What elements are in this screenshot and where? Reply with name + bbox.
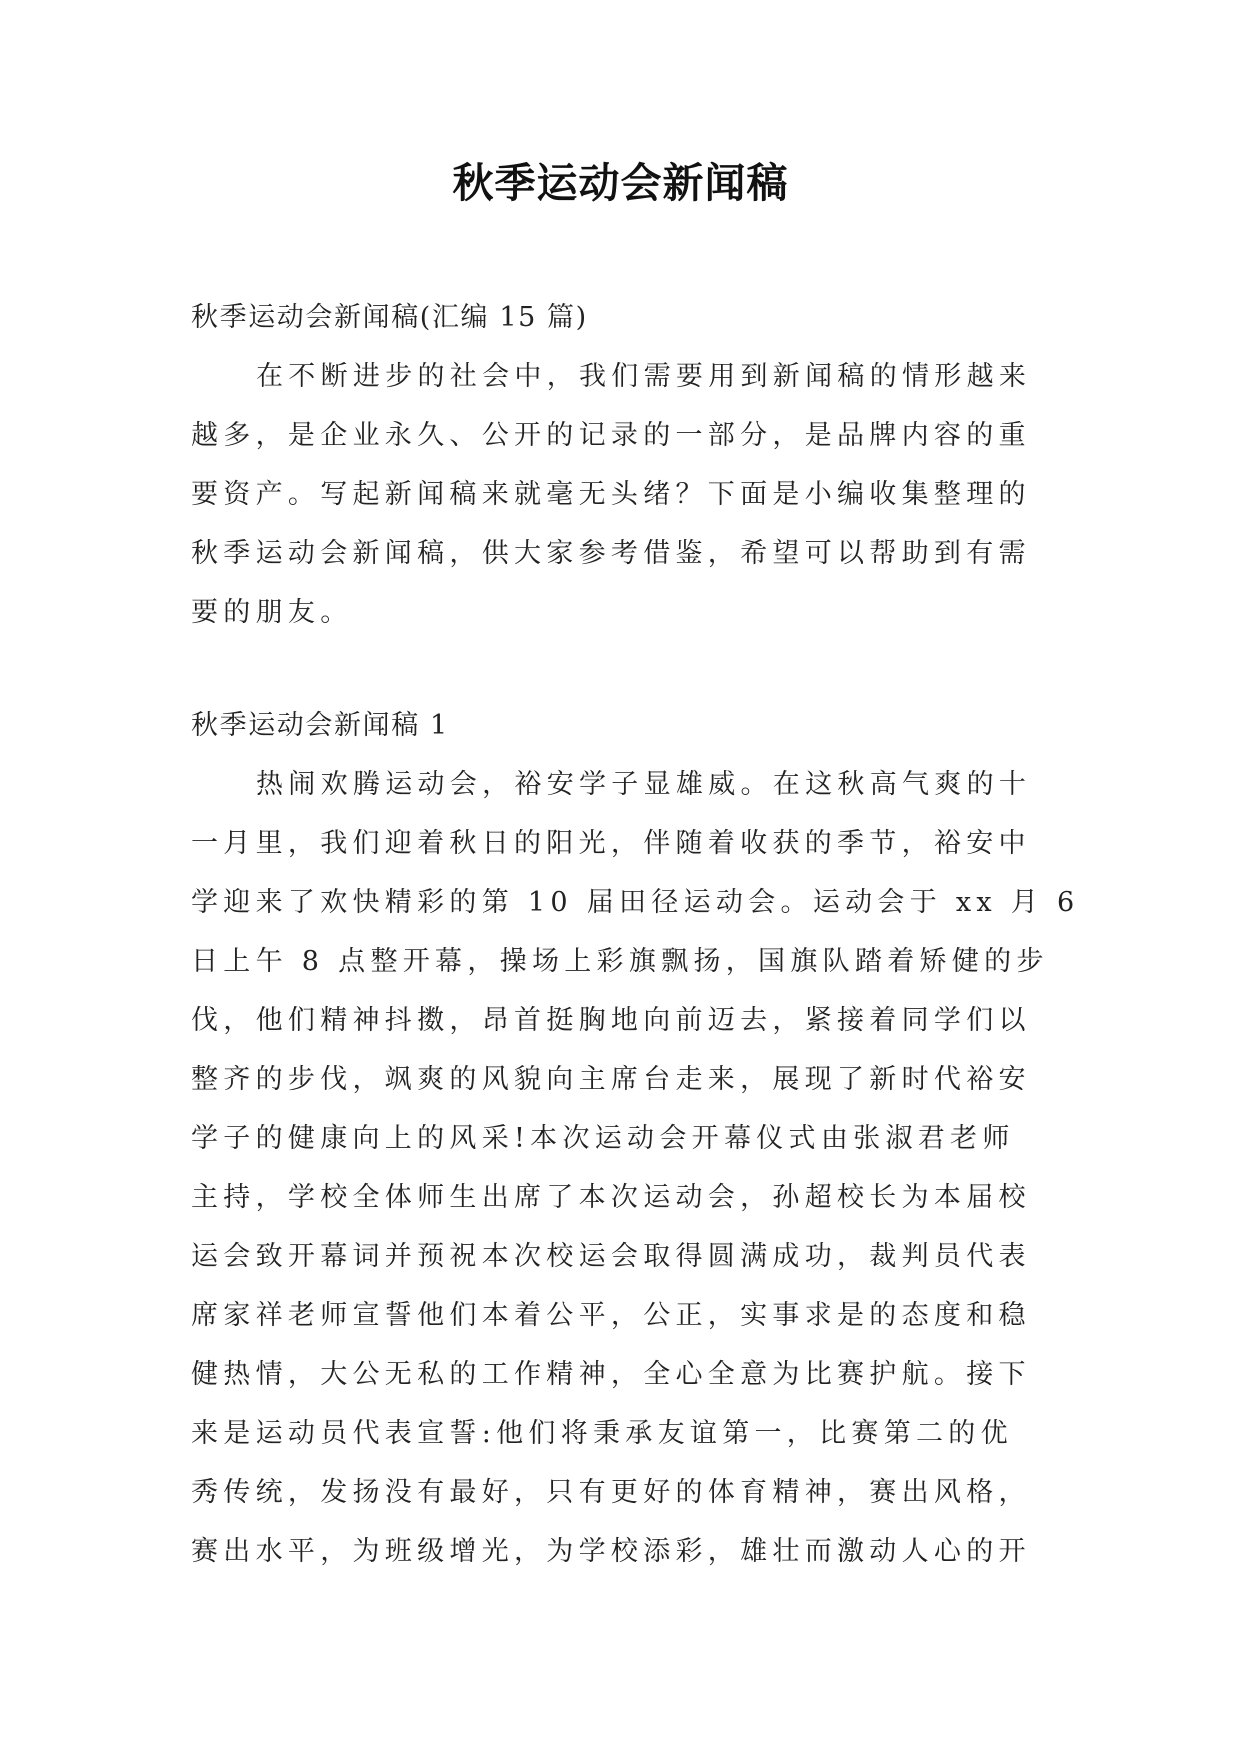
section-1-paragraph	[191, 755, 1080, 1581]
paragraph-line: 伐，他们精神抖擞，昂首挺胸地向前迈去，紧接着同学们以	[191, 1005, 1031, 1036]
paragraph-line: 一月里，我们迎着秋日的阳光，伴随着收获的季节，裕安中	[191, 828, 1031, 859]
paragraph-line: 主持，学校全体师生出席了本次运动会，孙超校长为本届校	[191, 1182, 1031, 1213]
section-1	[191, 696, 1080, 1581]
paragraph-line: 秋季运动会新闻稿，供大家参考借鉴，希望可以帮助到有需	[191, 538, 1031, 569]
paragraph-line: 学迎来了欢快精彩的第 10 届田径运动会。运动会于 xx 月 6	[191, 887, 1080, 918]
paragraph-line: 学子的健康向上的风采!本次运动会开幕仪式由张淑君老师	[191, 1123, 1015, 1154]
intro-heading: 秋季运动会新闻稿(汇编 15 篇)	[191, 302, 588, 333]
paragraph-line: 要资产。写起新闻稿来就毫无头绪？下面是小编收集整理的	[191, 479, 1031, 510]
section-1-heading: 秋季运动会新闻稿 1	[191, 710, 449, 741]
intro-paragraph	[191, 347, 1051, 642]
document-title: 秋季运动会新闻稿	[452, 159, 789, 207]
paragraph-line: 热闹欢腾运动会，裕安学子显雄威。在这秋高气爽的十	[256, 769, 1032, 800]
paragraph-line: 健热情，大公无私的工作精神，全心全意为比赛护航。接下	[191, 1359, 1031, 1390]
paragraph-line: 赛出水平，为班级增光，为学校添彩，雄壮而激动人心的开	[191, 1536, 1031, 1567]
paragraph-line: 整齐的步伐，飒爽的风貌向主席台走来，展现了新时代裕安	[191, 1064, 1031, 1095]
paragraph-line: 越多，是企业永久、公开的记录的一部分，是品牌内容的重	[191, 420, 1031, 451]
paragraph-line: 要的朋友。	[191, 597, 353, 628]
intro-section	[191, 288, 1051, 642]
paragraph-line: 来是运动员代表宣誓:他们将秉承友谊第一，比赛第二的优	[191, 1418, 1013, 1449]
paragraph-line: 在不断进步的社会中，我们需要用到新闻稿的情形越来	[256, 361, 1032, 392]
paragraph-line: 席家祥老师宣誓他们本着公平，公正，实事求是的态度和稳	[191, 1300, 1031, 1331]
paragraph-line: 日上午 8 点整开幕，操场上彩旗飘扬，国旗队踏着矫健的步	[191, 946, 1049, 977]
paragraph-line: 运会致开幕词并预祝本次校运会取得圆满成功，裁判员代表	[191, 1241, 1031, 1272]
paragraph-line: 秀传统，发扬没有最好，只有更好的体育精神，赛出风格，	[191, 1477, 1031, 1508]
